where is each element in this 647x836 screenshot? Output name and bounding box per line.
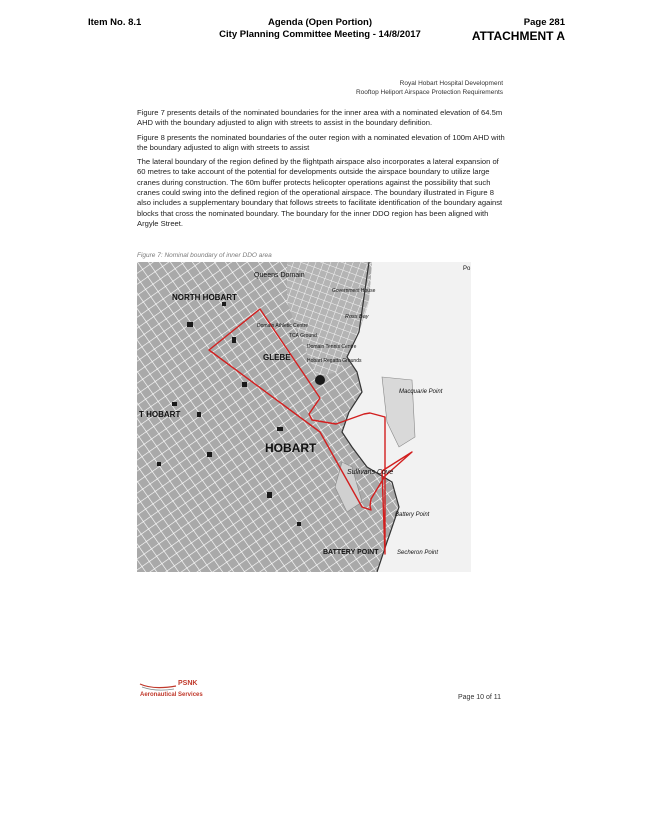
logo-subtitle: Aeronautical Services bbox=[140, 692, 203, 698]
paragraph-2: Figure 8 presents the nominated boundaries of the outer region with a nominated elevation of 100m AHD with the boundary adjusted to align with streets to assist bbox=[137, 132, 505, 152]
page-heading bbox=[470, 17, 565, 43]
label-glebe: GLEBE bbox=[263, 353, 291, 362]
label-west-hobart: T HOBART bbox=[139, 410, 181, 419]
label-government-house: Government House bbox=[332, 288, 376, 294]
agenda-heading bbox=[180, 17, 460, 41]
label-sullivans-cove: Sullivans Cove bbox=[347, 469, 394, 476]
agenda-title: Agenda (Open Portion) bbox=[268, 17, 372, 28]
inner-ddo-map bbox=[137, 262, 471, 572]
label-corner-p: Po bbox=[463, 266, 471, 272]
item-number: Item No. 8.1 bbox=[88, 17, 142, 28]
label-battery-point-suburb: BATTERY POINT bbox=[323, 549, 379, 556]
label-macquarie-point: Macquarie Point bbox=[399, 389, 443, 395]
page-number: Page 281 bbox=[523, 17, 565, 28]
doc-meta-line2: Rooftop Heliport Airspace Protection Requirements bbox=[355, 89, 503, 96]
figure-caption: Figure 7: Nominal boundary of inner DDO area bbox=[137, 252, 272, 259]
paragraph-3: The lateral boundary of the region defined by the flightpath airspace also incorporates a lateral expansion of 60 metres to take account of the potential for developments outside the airspace boundary to utilize large cranes during construction. The 60m buffer protects helicopter operations against the possibility that such cranes could swing into the defined region of the operational airspace. The boundary illustrated in Figure 8 also includes a supplementary boundary that follows streets to facilitate identification of the boundary against blocks that cross the nominated boundary. The boundary for the inner DDO region has been aligned with Argyle Street. bbox=[137, 157, 503, 228]
label-domain-tennis: Domain Tennis Centre bbox=[307, 344, 357, 350]
label-tca-ground: TCA Ground bbox=[289, 333, 317, 339]
label-domain-athletic: Domain Athletic Centre bbox=[257, 323, 309, 329]
doc-meta-line1: Royal Hobart Hospital Development bbox=[399, 80, 503, 87]
label-battery-point: Battery Point bbox=[395, 512, 430, 518]
label-ross-bay: Ross Bay bbox=[345, 314, 369, 320]
label-hobart-regatta: Hobart Regatta Grounds bbox=[307, 358, 362, 364]
logo-name: PSNK bbox=[178, 680, 198, 687]
body-text bbox=[137, 108, 507, 233]
paragraph-1: Figure 7 presents details of the nominated boundaries for the inner area with a nominated elevation of 64.5m AHD with the boundary adjusted to align with streets to assist in the boundary definition. bbox=[137, 108, 503, 128]
label-north-hobart: NORTH HOBART bbox=[172, 293, 237, 302]
footer-page-number: Page 10 of 11 bbox=[458, 694, 502, 701]
label-queens-domain: Queens Domain bbox=[254, 272, 305, 279]
attachment-label: ATTACHMENT A bbox=[471, 29, 565, 43]
document-meta bbox=[356, 79, 503, 97]
label-secheron-point: Secheron Point bbox=[397, 550, 439, 556]
label-hobart: HOBART bbox=[265, 441, 317, 455]
meeting-title: City Planning Committee Meeting - 14/8/2017 bbox=[219, 29, 421, 40]
